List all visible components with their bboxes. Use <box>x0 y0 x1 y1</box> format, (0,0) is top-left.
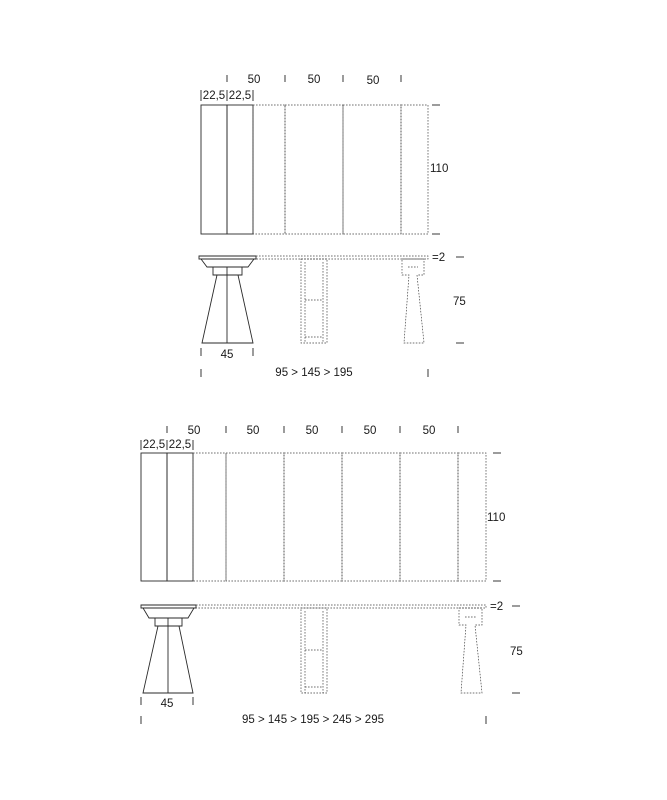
table-elevation <box>141 605 486 693</box>
top-dimension-label: 50 <box>307 74 321 86</box>
base-width-label: 45 <box>220 349 234 361</box>
top-dimension-label: 50 <box>366 75 380 87</box>
figure-5-extensions <box>141 425 523 726</box>
depth-label: 110 <box>430 163 449 175</box>
top-dimension-label: 50 <box>305 425 319 437</box>
depth-label: 110 <box>487 512 506 524</box>
base-width-label: 45 <box>160 698 174 710</box>
top-thickness-label: =2 <box>432 252 446 264</box>
table-elevation <box>199 256 428 343</box>
top-dimension-label: 50 <box>187 425 201 437</box>
top-dimension-label: 50 <box>247 74 261 86</box>
table-top-plan <box>141 453 486 581</box>
leaf-width-label: 22,5 <box>168 439 192 451</box>
leaf-width-label: 22,5 <box>228 90 252 102</box>
figure-3-extensions <box>199 74 466 379</box>
top-thickness-label: =2 <box>490 601 504 613</box>
lengths-label: 95 > 145 > 195 > 245 > 295 <box>242 714 384 726</box>
top-dimension-label: 50 <box>246 425 260 437</box>
height-label: 75 <box>510 646 523 658</box>
top-dimension-label: 50 <box>363 425 377 437</box>
lengths-label: 95 > 145 > 195 <box>275 367 353 379</box>
leaf-width-label: 22,5 <box>142 439 166 451</box>
height-label: 75 <box>453 296 466 308</box>
leaf-width-label: 22,5 <box>202 90 226 102</box>
top-dimension-label: 50 <box>422 425 436 437</box>
table-top-plan <box>201 105 428 234</box>
